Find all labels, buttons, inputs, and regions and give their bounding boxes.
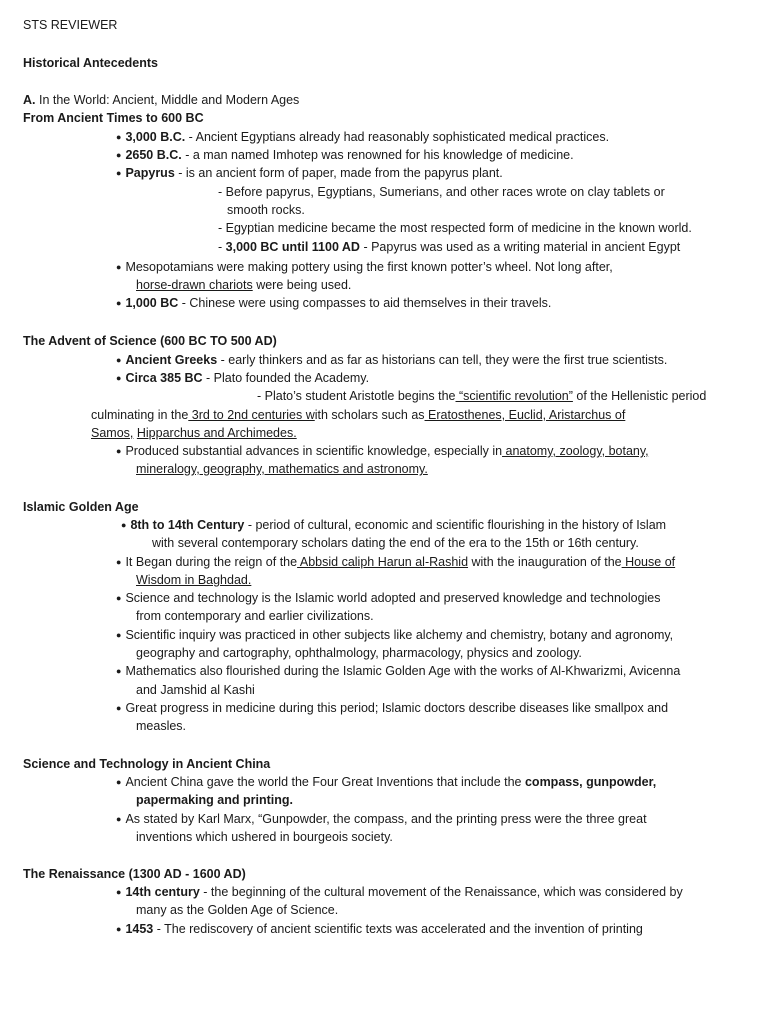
section-heading-historical: Historical Antecedents — [23, 56, 158, 70]
link-text: Samos, — [91, 426, 134, 440]
subsection-a-text: In the World: Ancient, Middle and Modern Ages — [35, 93, 300, 107]
list-item — [116, 369, 369, 388]
link-text: anatomy, zoology, botany, — [502, 444, 649, 458]
item-text: - a man named Imhotep was renowned for his knowledge of medicine. — [181, 148, 574, 162]
list-item-cont: with several contemporary scholars dating the end of the era to the 15th or 16th century. — [152, 536, 639, 550]
link-text: “scientific revolution” — [455, 389, 573, 403]
heading-islamic-golden-age: Islamic Golden Age — [23, 500, 139, 514]
item-date: 3,000 BC until 1100 AD — [225, 240, 360, 254]
item-text: - Plato founded the Academy. — [202, 371, 370, 385]
item-date: 1,000 BC — [125, 296, 179, 310]
list-item — [116, 442, 649, 461]
sub-item-cont — [91, 406, 625, 424]
item-text: - is an ancient form of paper, made from the papyrus plant. — [174, 166, 503, 180]
subsection-a — [23, 91, 299, 109]
item-date: 14th century — [125, 885, 200, 899]
list-item-cont — [136, 460, 428, 478]
link-text: Eratosthenes, Euclid, Aristarchus of — [424, 408, 626, 422]
item-text: - Plato’s student Aristotle begins the — [257, 389, 456, 403]
heading-renaissance: The Renaissance (1300 AD - 1600 AD) — [23, 867, 246, 881]
item-text: of the Hellenistic period — [572, 389, 707, 403]
item-text: Ancient China gave the world the Four Great Inventions that include the — [125, 775, 525, 789]
item-text: ith scholars such as — [314, 408, 425, 422]
list-item: ● Great progress in medicine during this period; Islamic doctors describe diseases like smallpox and — [116, 699, 668, 718]
item-date: 2650 B.C. — [125, 148, 182, 162]
item-date: 1453 — [125, 922, 154, 936]
list-item — [116, 351, 667, 370]
item-text: - Ancient Egyptians already had reasonably sophisticated medical practices. — [185, 130, 610, 144]
item-text: - early thinkers and as far as historians can tell, they were the first true scientists. — [217, 353, 668, 367]
sub-item: - Egyptian medicine became the most respected form of medicine in the known world. — [218, 221, 692, 235]
list-item-cont — [136, 276, 351, 294]
item-term: Papyrus — [125, 166, 175, 180]
item-text: - period of cultural, economic and scientific flourishing in the history of Islam — [244, 518, 667, 532]
list-item-cont: measles. — [136, 719, 187, 733]
link-text: mineralogy, geography, mathematics and astronomy. — [136, 462, 428, 476]
list-item-cont: from contemporary and earlier civilizations. — [136, 609, 374, 623]
item-term: Ancient Greeks — [125, 353, 218, 367]
item-text: culminating in the — [91, 408, 189, 422]
list-item: ● As stated by Karl Marx, “Gunpowder, the compass, and the printing press were the three great — [116, 810, 647, 829]
list-item-cont — [136, 571, 251, 589]
list-item-cont: geography and cartography, ophthalmology, pharmacology, physics and zoology. — [136, 646, 582, 660]
sub-item — [218, 238, 680, 256]
sub-item-cont — [91, 424, 297, 442]
link-text: House of — [621, 555, 676, 569]
label-a: A. — [23, 93, 36, 107]
list-item-cont: and Jamshid al Kashi — [136, 683, 255, 697]
link-text: 3rd to 2nd centuries w — [188, 408, 315, 422]
list-item: ● Scientific inquiry was practiced in other subjects like alchemy and chemistry, botany and agronomy, — [116, 626, 673, 645]
item-date: 3,000 B.C. — [125, 130, 186, 144]
list-item — [116, 773, 656, 792]
link-text: Abbsid caliph Harun al-Rashid — [297, 555, 469, 569]
item-text: - The rediscovery of ancient scientific texts was accelerated and the invention of printing — [153, 922, 643, 936]
heading-ancient-china: Science and Technology in Ancient China — [23, 757, 271, 771]
item-text: with the inauguration of the — [468, 555, 622, 569]
item-text: were being used. — [252, 278, 352, 292]
list-item-cont: many as the Golden Age of Science. — [136, 903, 339, 917]
link-text: Hipparchus and Archimedes. — [136, 426, 297, 440]
sub-item — [257, 387, 706, 405]
item-text: - the beginning of the cultural movement of the Renaissance, which was considered by — [199, 885, 683, 899]
list-item — [121, 516, 666, 535]
list-item: ● Science and technology is the Islamic world adopted and preserved knowledge and technologies — [116, 589, 661, 608]
list-item — [116, 146, 574, 165]
sub-item: - Before papyrus, Egyptians, Sumerians, and other races wrote on clay tablets or — [218, 185, 665, 199]
item-date: 8th to 14th Century — [130, 518, 245, 532]
link-text: Wisdom in Baghdad. — [136, 573, 252, 587]
sub-item-cont: smooth rocks. — [227, 203, 305, 217]
item-text: Produced substantial advances in scientific knowledge, especially in — [125, 444, 503, 458]
list-item — [116, 128, 609, 147]
doc-title: STS REVIEWER — [23, 18, 118, 32]
dash: - — [218, 240, 226, 254]
list-item-cont: papermaking and printing. — [136, 793, 293, 807]
list-item — [116, 294, 551, 313]
heading-advent-science: The Advent of Science (600 BC TO 500 AD) — [23, 334, 277, 348]
list-item-cont: inventions which ushered in bourgeois society. — [136, 830, 393, 844]
item-date: Circa 385 BC — [125, 371, 203, 385]
list-item — [116, 883, 683, 902]
item-text: - Papyrus was used as a writing material in ancient Egypt — [359, 240, 681, 254]
list-item: ● Mathematics also flourished during the Islamic Golden Age with the works of Al-Khwarizmi, Avicenna — [116, 662, 680, 681]
list-item — [116, 553, 675, 572]
item-text: - Chinese were using compasses to aid themselves in their travels. — [178, 296, 552, 310]
heading-ancient-times: From Ancient Times to 600 BC — [23, 111, 204, 125]
list-item — [116, 920, 643, 939]
item-text: It Began during the reign of the — [125, 555, 298, 569]
item-term: compass, gunpowder, — [524, 775, 657, 789]
list-item: ● Mesopotamians were making pottery using the first known potter’s wheel. Not long after, — [116, 258, 613, 277]
link-text: horse-drawn chariots — [136, 278, 253, 292]
list-item — [116, 164, 503, 183]
